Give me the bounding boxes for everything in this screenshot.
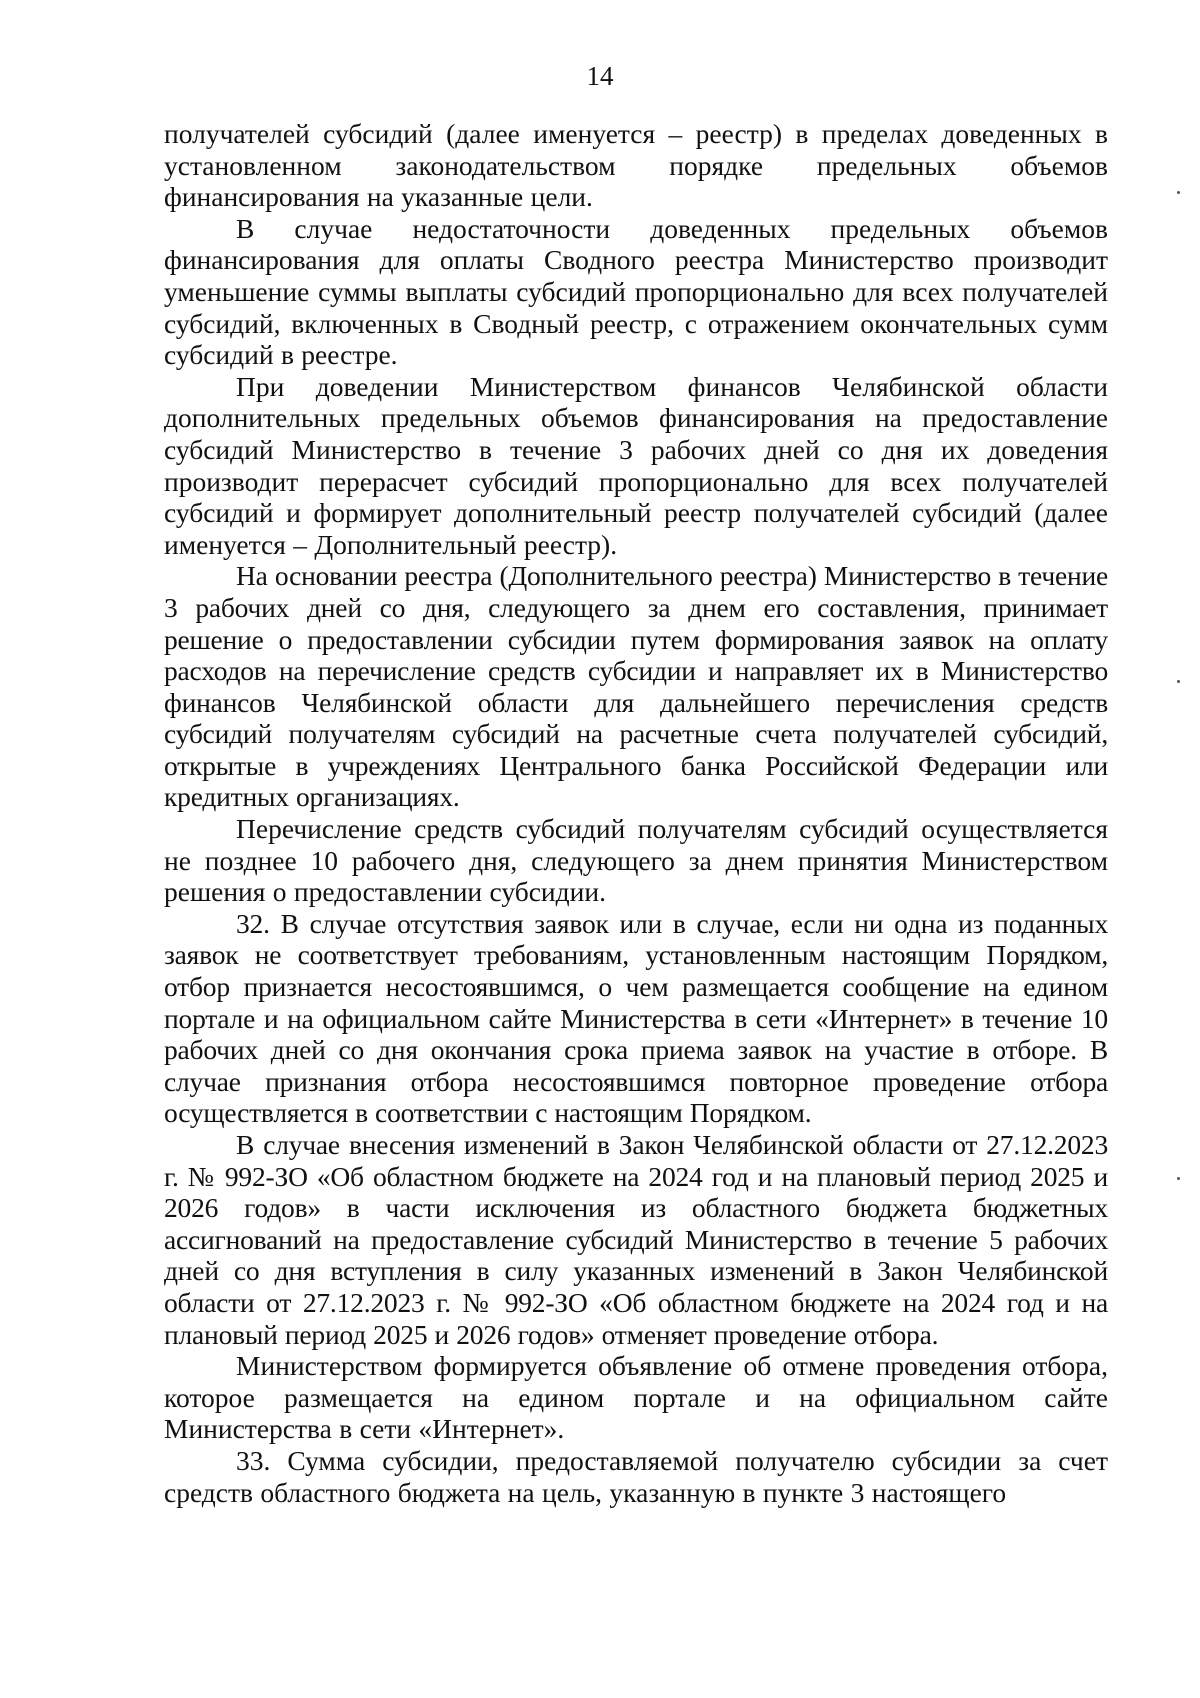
document-body xyxy=(164,118,1108,1508)
scan-speck xyxy=(1177,191,1180,194)
page-number: 14 xyxy=(586,61,614,91)
paragraph-clause-32: 32. В случае отсутствия заявок или в случае, если ни одна из поданных заявок не соответствует требованиям, установленным настоящим Порядком, отбор признается несостоявшимся, о чем размещается сообщение на едином портале и на официальном сайте Министерства в сети «Интернет» в течение 10 рабочих дней со дня окончания срока приема заявок на участие в отборе. В случае признания отбора несостоявшимся повторное проведение отбора осуществляется в соответствии с настоящим Порядком. xyxy=(164,907,1108,1129)
paragraph-cancellation-notice: Министерством формируется объявление об отмене проведения отбора, которое размещается на едином портале и на официальном сайте Министерства в сети «Интернет». xyxy=(164,1350,1108,1445)
paragraph-clause-33: 33. Сумма субсидии, предоставляемой получателю субсидии за счет средств областного бюджета на цель, указанную в пункте 3 настоящего xyxy=(164,1444,1108,1508)
paragraph-budget-law-changes: В случае внесения изменений в Закон Челябинской области от 27.12.2023 г. № 992-ЗО «Об областном бюджете на 2024 год и на плановый период 2025 и 2026 годов» в части исключения из областного бюджета бюджетных ассигнований на предоставление субсидий Министерство в течение 5 рабочих дней со дня вступления в силу указанных изменений в Закон Челябинской области от 27.12.2023 г. № 992-ЗО «Об областном бюджете на 2024 год и на плановый период 2025 и 2026 годов» отменяет проведение отбора. xyxy=(164,1129,1108,1350)
paragraph-additional-funding: При доведении Министерством финансов Челябинской области дополнительных предельных объемов финансирования на предоставление субсидий Министерство в течение 3 рабочих дней со дня их доведения производит перерасчет субсидий пропорционально для всех получателей субсидий и формирует дополнительный реестр получателей субсидий (далее именуется – Дополнительный реестр). xyxy=(164,370,1108,560)
paragraph-insufficient-funding: В случае недостаточности доведенных предельных объемов финансирования для оплаты Сводного реестра Министерство производит уменьшение суммы выплаты субсидий пропорционально для всех получателей субсидий, включенных в Сводный реестр, с отражением окончательных сумм субсидий в реестре. xyxy=(164,212,1108,371)
paragraph-transfer-deadline: Перечисление средств субсидий получателям субсидий осуществляется не позднее 10 рабочего дня, следующего за днем принятия Министерством решения о предоставлении субсидии. xyxy=(164,813,1108,908)
paragraph-continuation: получателей субсидий (далее именуется – реестр) в пределах доведенных в установленном законодательством порядке предельных объемов финансирования на указанные цели. xyxy=(164,118,1108,213)
paragraph-payment-decision: На основании реестра (Дополнительного реестра) Министерство в течение 3 рабочих дней со дня, следующего за днем его составления, принимает решение о предоставлении субсидии путем формирования заявок на оплату расходов на перечисление средств субсидии и направляет их в Министерство финансов Челябинской области для дальнейшего перечисления средств субсидий получателям субсидий на расчетные счета получателей субсидий, открытые в учреждениях Центрального банка Российской Федерации или кредитных организациях. xyxy=(164,560,1108,813)
scan-speck xyxy=(1177,1177,1180,1180)
scan-speck xyxy=(1177,680,1180,683)
